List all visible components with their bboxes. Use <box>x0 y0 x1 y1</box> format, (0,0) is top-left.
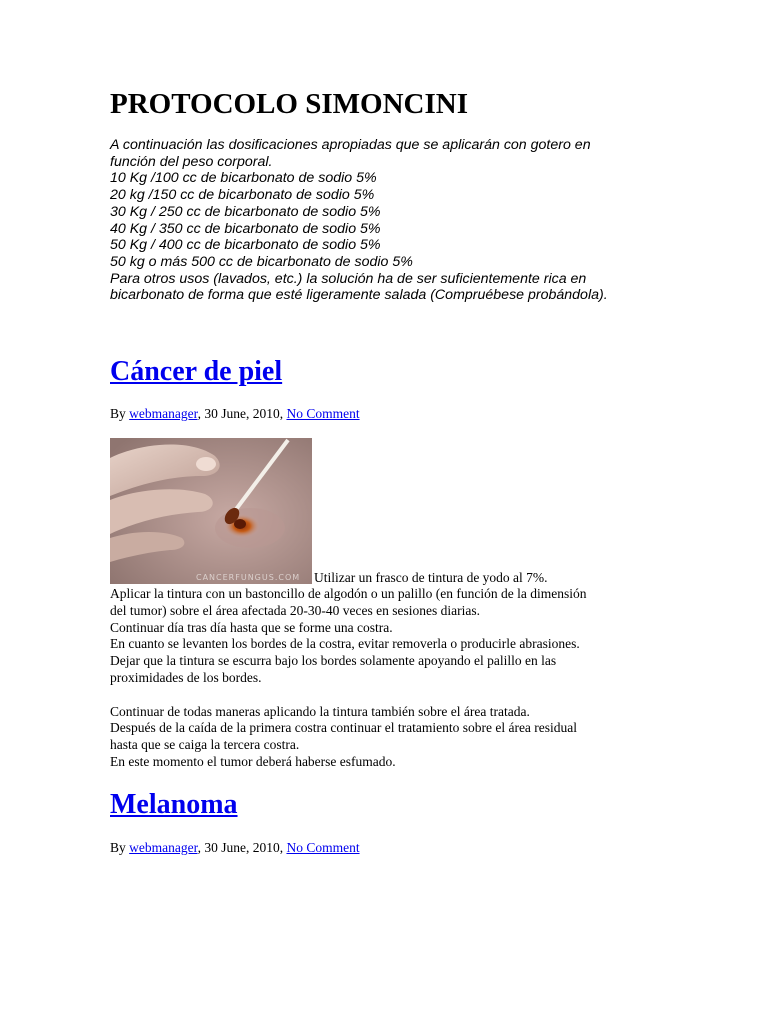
body-line: En cuanto se levanten los bordes de la costra, evitar removerla o producirle abrasiones. <box>110 636 580 652</box>
dosage-intro <box>110 137 670 304</box>
intro-line: 10 Kg /100 cc de bicarbonato de sodio 5% <box>110 170 377 187</box>
post-meta <box>110 840 360 856</box>
author-link[interactable]: webmanager <box>129 406 198 421</box>
body-line: hasta que se caiga la tercera costra. <box>110 737 300 753</box>
intro-line: 30 Kg / 250 cc de bicarbonato de sodio 5% <box>110 203 381 220</box>
body-line: Aplicar la tintura con un bastoncillo de algodón o un palillo (en función de la dimensión <box>110 586 587 601</box>
post-meta <box>110 406 360 422</box>
post-title-link[interactable]: Melanoma <box>110 789 238 820</box>
body-line <box>110 687 670 704</box>
by-label: By <box>110 840 126 855</box>
author-link[interactable]: webmanager <box>129 840 198 855</box>
body-line: Dejar que la tintura se escurra bajo los bordes solamente apoyando el palillo en las <box>110 653 557 669</box>
body-line: Continuar de todas maneras aplicando la tintura también sobre el área tratada. <box>110 703 530 719</box>
body-line: Después de la caída de la primera costra continuar el tratamiento sobre el área residual <box>110 720 578 736</box>
page-title: PROTOCOLO SIMONCINI <box>110 88 468 120</box>
post-body <box>110 586 670 771</box>
intro-line: 20 kg /150 cc de bicarbonato de sodio 5% <box>110 187 375 204</box>
post-image <box>110 438 312 584</box>
intro-line: A continuación las dosificaciones apropiadas que se aplicarán con gotero en <box>110 137 591 153</box>
post-date: , 30 June, 2010, <box>197 840 287 855</box>
intro-line: 40 Kg / 350 cc de bicarbonato de sodio 5% <box>110 220 381 237</box>
intro-line: Para otros usos (lavados, etc.) la solución ha de ser suficientemente rica en <box>110 270 587 287</box>
intro-line: 50 kg o más 500 cc de bicarbonato de sodio 5% <box>110 253 413 270</box>
body-line: Continuar día tras día hasta que se forme una costra. <box>110 619 393 635</box>
intro-line: 50 Kg / 400 cc de bicarbonato de sodio 5% <box>110 237 381 254</box>
post-title-melanoma <box>110 789 238 821</box>
post-first-line: Utilizar un frasco de tintura de yodo al 7%. <box>314 570 548 585</box>
body-line: del tumor) sobre el área afectada 20-30-40 veces en sesiones diarias. <box>110 602 480 618</box>
image-watermark: CANCERFUNGUS.COM <box>196 573 301 582</box>
comments-link[interactable]: No Comment <box>286 406 360 421</box>
intro-line: función del peso corporal. <box>110 153 273 170</box>
comments-link[interactable]: No Comment <box>286 840 360 855</box>
intro-line: bicarbonato de forma que esté ligeramente salada (Compruébese probándola). <box>110 287 608 304</box>
post-title-cancer-de-piel <box>110 356 282 388</box>
body-line: proximidades de los bordes. <box>110 669 262 685</box>
by-label: By <box>110 406 126 421</box>
post-date: , 30 June, 2010, <box>197 406 287 421</box>
post-title-link[interactable]: Cáncer de piel <box>110 356 283 387</box>
body-line: En este momento el tumor deberá haberse esfumado. <box>110 753 396 769</box>
